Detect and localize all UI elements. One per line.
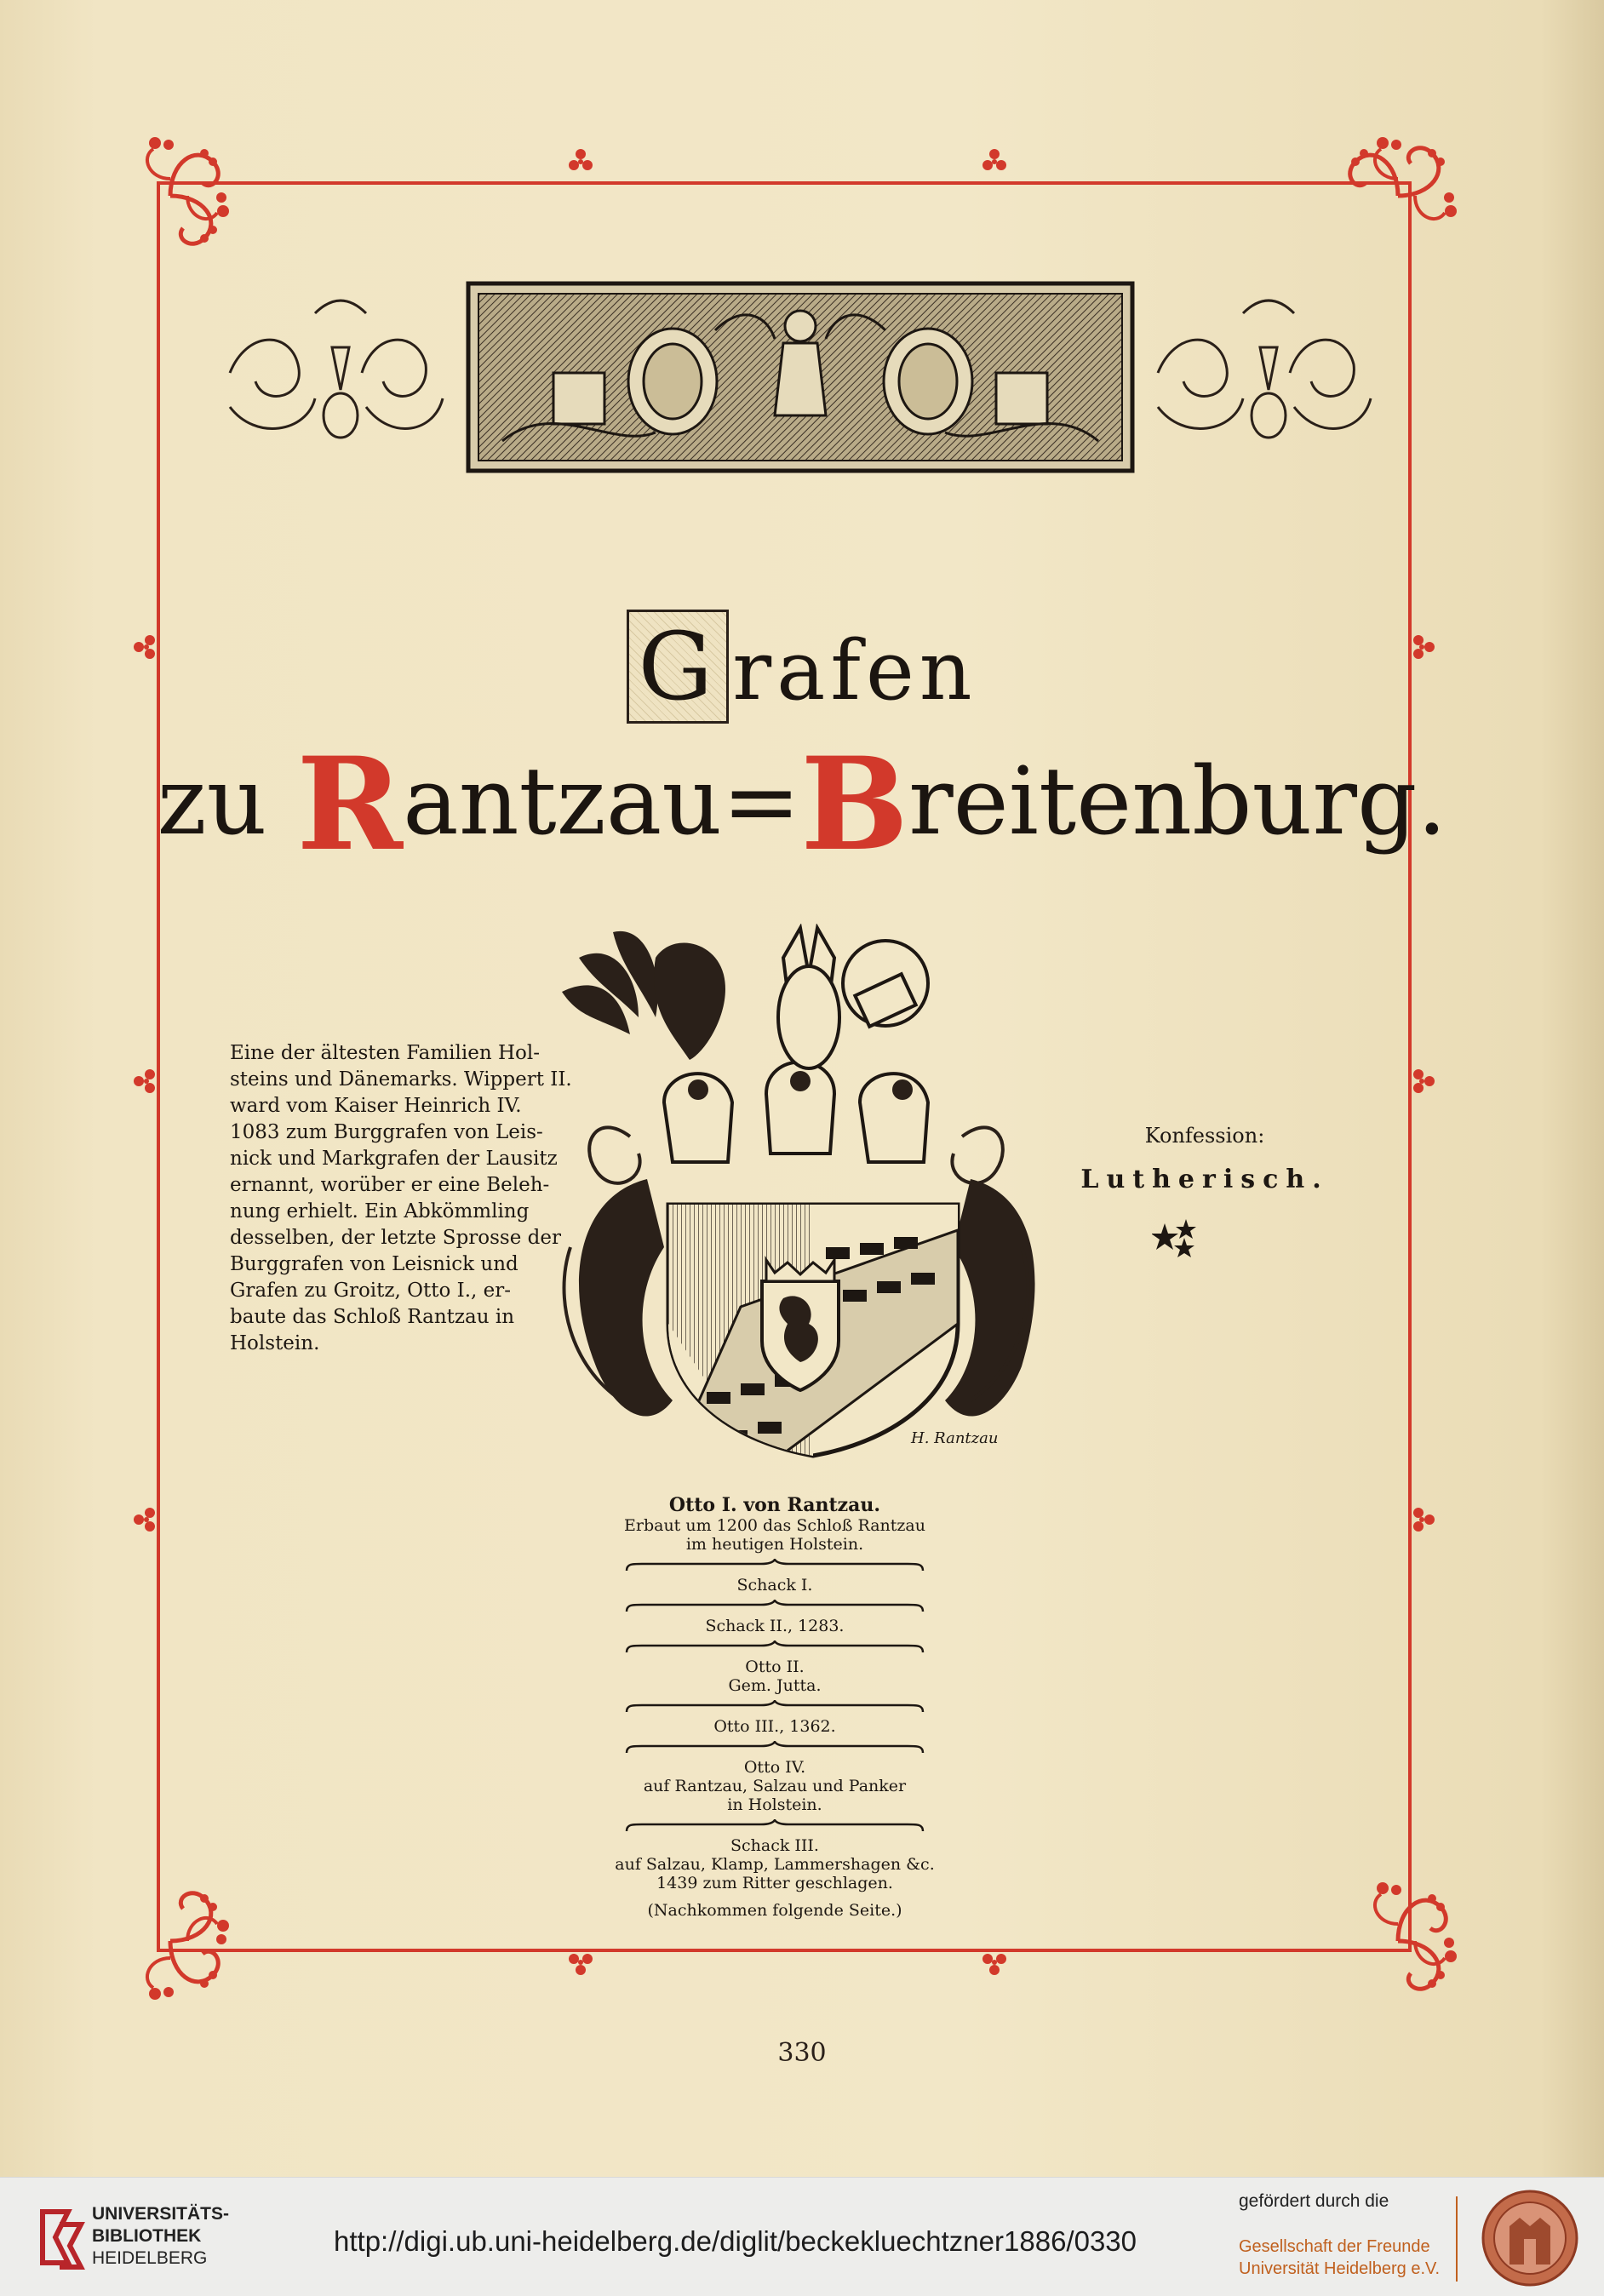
genealogy-entry-line: Gem. Jutta. xyxy=(728,1676,822,1695)
genealogy-entry xyxy=(613,1576,937,1595)
genealogy-head-detail: im heutigen Holstein. xyxy=(685,1535,864,1554)
genealogy-entry-line: 1439 zum Ritter geschlagen. xyxy=(656,1874,893,1892)
history-line: steins und Dänemarks. Wippert II. xyxy=(230,1068,572,1091)
genealogy-entry xyxy=(613,1617,937,1635)
title-initial-g: G xyxy=(627,610,729,724)
coat-of-arms xyxy=(545,924,1047,1469)
genealogy-entry xyxy=(613,1658,937,1695)
genealogy-head: Otto I. von Rantzau. xyxy=(668,1494,881,1516)
genealogy-brace xyxy=(625,1819,925,1833)
title-name-1-rest: antzau= xyxy=(403,747,801,856)
genealogy-entry-line: Schack I. xyxy=(736,1576,813,1595)
corner-ornament-top-left xyxy=(147,137,229,243)
corner-ornament-bottom-left xyxy=(147,1893,229,2000)
history-line: ward vom Kaiser Heinrich IV. xyxy=(230,1095,522,1117)
genealogy-entry-line: Otto II. xyxy=(745,1658,805,1676)
title-initial-b: B xyxy=(800,730,909,879)
confession-label: Konfession: xyxy=(1144,1124,1265,1148)
history-line: desselben, der letzte Sprosse der xyxy=(230,1227,561,1249)
corner-ornament-bottom-right xyxy=(1375,1882,1457,1989)
genealogy-entry xyxy=(613,1836,937,1892)
title-initial-r: R xyxy=(296,730,404,879)
society-name xyxy=(1239,2236,1440,2280)
history-line: Grafen zu Groitz, Otto I., er- xyxy=(230,1280,512,1302)
library-line-1: UNIVERSITÄTS- xyxy=(92,2204,230,2224)
trefoil-ornament xyxy=(134,1508,155,1532)
genealogy-entry xyxy=(613,1758,937,1814)
genealogy-entry-line: Otto IV. xyxy=(743,1758,806,1777)
genealogy-entry-line: Otto III., 1362. xyxy=(713,1717,836,1736)
history-line: 1083 zum Burggrafen von Leis- xyxy=(230,1121,543,1143)
society-line-2: Universität Heidelberg e.V. xyxy=(1239,2259,1441,2278)
footer-bar xyxy=(0,2177,1604,2296)
history-line: Burggrafen von Leisnick und xyxy=(230,1253,518,1275)
title-name-2-rest: reitenburg. xyxy=(908,747,1447,856)
corner-ornament-top-right xyxy=(1350,137,1457,219)
genealogy-brace xyxy=(625,1559,925,1572)
trefoil-ornament xyxy=(569,149,593,170)
society-line-1: Gesellschaft der Freunde xyxy=(1239,2237,1430,2256)
title-line-1 xyxy=(0,610,1604,724)
trefoil-ornament xyxy=(982,149,1006,170)
history-line: Holstein. xyxy=(230,1332,320,1354)
genealogy-entry-line: in Holstein. xyxy=(727,1795,822,1814)
page-number: 330 xyxy=(777,2038,827,2068)
genealogy-brace xyxy=(625,1600,925,1613)
library-line-3: HEIDELBERG xyxy=(92,2248,208,2268)
title-line-2 xyxy=(0,730,1604,879)
history-line: nick und Markgrafen der Lausitz xyxy=(230,1148,558,1170)
genealogy-tree xyxy=(613,1494,937,1920)
permalink-url[interactable]: http://digi.ub.uni-heidelberg.de/diglit/beckekluechtzner1886/0330 xyxy=(334,2225,1137,2257)
genealogy-head-detail: Erbaut um 1200 das Schloß Rantzau xyxy=(624,1516,925,1535)
family-history-text xyxy=(230,1040,572,1357)
history-line: nung erhielt. Ein Abkömmling xyxy=(230,1200,530,1222)
genealogy-entry-line: auf Salzau, Klamp, Lammershagen &c. xyxy=(615,1855,935,1874)
funded-by-label: gefördert durch die xyxy=(1239,2191,1389,2211)
genealogy-entry xyxy=(613,1717,937,1736)
title-grafen-rest: rafen xyxy=(732,623,977,719)
genealogy-entry-line: auf Rantzau, Salzau und Panker xyxy=(643,1777,907,1795)
crest-signature: H. Rantzau xyxy=(911,1429,999,1447)
ornamental-banner xyxy=(213,279,1388,475)
library-name xyxy=(92,2203,229,2270)
confession-block xyxy=(1064,1124,1345,1194)
genealogy-entry-line: Schack II., 1283. xyxy=(705,1617,845,1635)
ub-logo-icon xyxy=(34,2203,85,2271)
genealogy-brace xyxy=(625,1640,925,1654)
genealogy-entry-line: Schack III. xyxy=(730,1836,819,1855)
trefoil-ornament xyxy=(134,1069,155,1093)
genealogy-brace xyxy=(625,1700,925,1714)
genealogy-note: (Nachkommen folgende Seite.) xyxy=(647,1901,902,1920)
genealogy-brace xyxy=(625,1741,925,1755)
stars-ornament xyxy=(1152,1219,1212,1262)
trefoil-ornament xyxy=(1413,1508,1435,1532)
trefoil-ornament xyxy=(569,1954,593,1975)
title-prefix: zu xyxy=(157,747,297,856)
trefoil-ornament xyxy=(982,1954,1006,1975)
history-line: Eine der ältesten Familien Hol- xyxy=(230,1042,540,1064)
university-seal-icon xyxy=(1480,2188,1580,2288)
history-line: baute das Schloß Rantzau in xyxy=(230,1306,515,1328)
confession-value: Lutherisch. xyxy=(1080,1165,1329,1194)
history-line: ernannt, worüber er eine Beleh- xyxy=(230,1174,550,1196)
trefoil-ornament xyxy=(1413,1069,1435,1093)
footer-separator xyxy=(1456,2196,1458,2282)
library-line-2: BIBLIOTHEK xyxy=(92,2226,202,2246)
